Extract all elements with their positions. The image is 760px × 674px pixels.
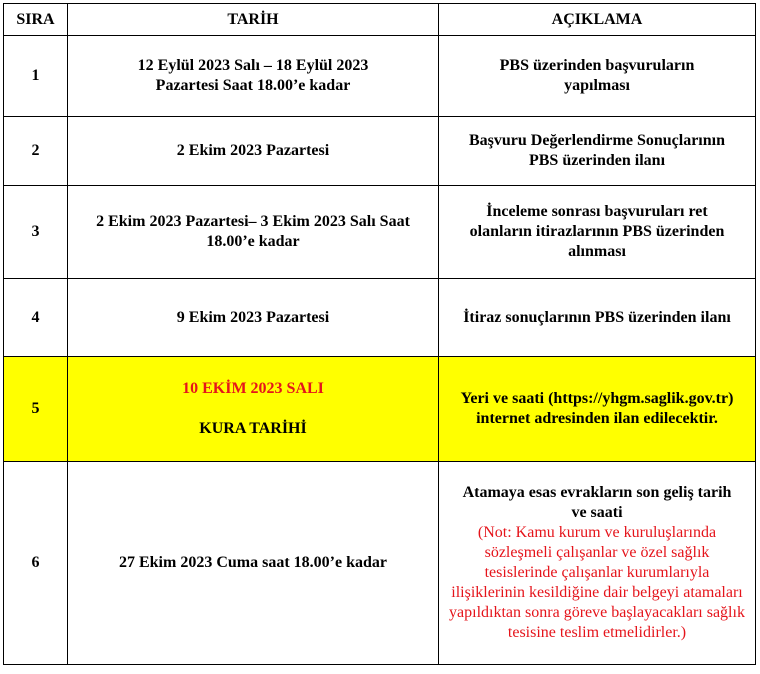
row-number: 1 — [4, 36, 68, 117]
row-description — [439, 462, 756, 665]
schedule-table — [3, 3, 756, 665]
kura-date: 10 EKİM 2023 SALI — [182, 380, 324, 397]
header-sira: SIRA — [4, 4, 68, 36]
deadline-description: Atamaya esas evrakların son geliş tarih ve saati — [462, 484, 732, 521]
header-row — [4, 4, 756, 36]
row-description: PBS üzerinden başvuruların yapılması — [439, 36, 756, 117]
row-description: Yeri ve saati (https://yhgm.saglik.gov.tr) internet adresinden ilan edilecektir. — [439, 357, 756, 462]
row-number: 5 — [4, 357, 68, 462]
row-description: İnceleme sonrası başvuruları ret olanların itirazlarının PBS üzerinden alınması — [439, 186, 756, 279]
row-number: 3 — [4, 186, 68, 279]
spacer — [74, 399, 432, 419]
table-row — [4, 36, 756, 117]
deadline-note: (Not: Kamu kurum ve kuruluşlarında sözleşmeli çalışanlar ve özel sağlık tesislerinde çalışanlar kurumlarıyla ilişiklerinin kesildiğine dair belgeyi atamaları yapıldıktan sonra göreve başlayacakları sağlık tesisine teslim etmelidirler.) — [449, 524, 745, 641]
table-row — [4, 279, 756, 357]
row-description: İtiraz sonuçlarının PBS üzerinden ilanı — [439, 279, 756, 357]
row-date: 9 Ekim 2023 Pazartesi — [68, 279, 439, 357]
row-date: 2 Ekim 2023 Pazartesi– 3 Ekim 2023 Salı Saat 18.00’e kadar — [68, 186, 439, 279]
table-row — [4, 117, 756, 186]
row-date — [68, 357, 439, 462]
row-number: 6 — [4, 462, 68, 665]
row-number: 4 — [4, 279, 68, 357]
row-date: 2 Ekim 2023 Pazartesi — [68, 117, 439, 186]
row-date: 27 Ekim 2023 Cuma saat 18.00’e kadar — [68, 462, 439, 665]
header-tarih: TARİH — [68, 4, 439, 36]
row-number: 2 — [4, 117, 68, 186]
table-row-highlighted — [4, 357, 756, 462]
header-aciklama: AÇIKLAMA — [439, 4, 756, 36]
table-row — [4, 462, 756, 665]
row-date: 12 Eylül 2023 Salı – 18 Eylül 2023 Pazartesi Saat 18.00’e kadar — [68, 36, 439, 117]
table-row — [4, 186, 756, 279]
row-description: Başvuru Değerlendirme Sonuçlarının PBS üzerinden ilanı — [439, 117, 756, 186]
kura-label: KURA TARİHİ — [199, 420, 307, 437]
